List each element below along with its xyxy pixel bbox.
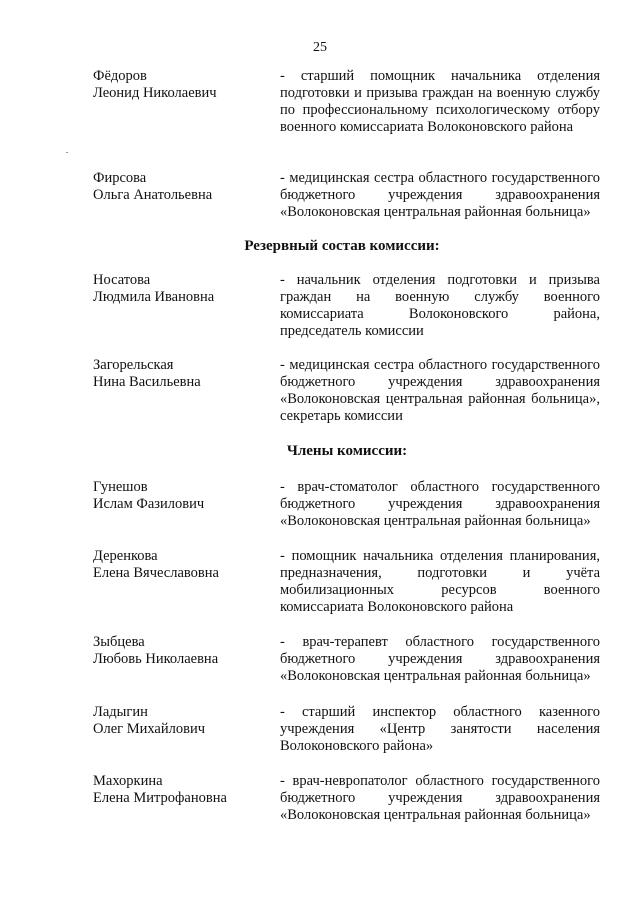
- given-names: Елена Вячеславовна: [93, 565, 219, 581]
- section-heading-members: Члены комиссии:: [286, 443, 408, 459]
- given-names: Олег Михайлович: [93, 721, 206, 737]
- person-role: - врач-терапевт областного государственного бюджетного учреждения здравоохранения «Волоконовская центральная районная больница»: [280, 634, 600, 684]
- given-names: Нина Васильевна: [93, 374, 201, 390]
- page-number: 25: [313, 40, 327, 55]
- given-names: Елена Митрофановна: [93, 790, 227, 806]
- person-role: - врач-стоматолог областного государственного бюджетного учреждения здравоохранения «Волоконовская центральная районная больница»: [280, 479, 600, 529]
- person-name: [93, 68, 273, 102]
- person-name: [93, 704, 273, 738]
- person-name: [93, 272, 273, 306]
- surname: Носатова: [93, 272, 151, 288]
- person-name: [93, 479, 273, 513]
- surname: Деренкова: [93, 548, 158, 564]
- section-heading-reserve: Резервный состав комиссии:: [244, 238, 440, 254]
- given-names: Любовь Николаевна: [93, 651, 219, 667]
- person-name: [93, 170, 273, 204]
- person-role: - медицинская сестра областного государственного бюджетного учреждения здравоохранения «Волоконовская центральная районная больница»: [280, 170, 600, 220]
- person-role: - помощник начальника отделения планирования, предназначения, подготовки и учёта мобилизационных ресурсов военного комиссариата Волоконовского района: [280, 548, 600, 615]
- given-names: Леонид Николаевич: [93, 85, 217, 101]
- surname: Зыбцева: [93, 634, 145, 650]
- person-role: - начальник отделения подготовки и призыва граждан на военную службу военного комиссариата Волоконовского района, председатель комиссии: [280, 272, 600, 339]
- surname: Махоркина: [93, 773, 163, 789]
- person-name: [93, 357, 273, 391]
- surname: Гунешов: [93, 479, 148, 495]
- given-names: Ольга Анатольевна: [93, 187, 213, 203]
- surname: Фирсова: [93, 170, 147, 186]
- given-names: Людмила Ивановна: [93, 289, 215, 305]
- margin-mark: [66, 152, 68, 153]
- person-name: [93, 634, 273, 668]
- surname: Загорельская: [93, 357, 174, 373]
- person-name: [93, 773, 273, 807]
- surname: Ладыгин: [93, 704, 148, 720]
- person-role: - врач-невропатолог областного государственного бюджетного учреждения здравоохранения «Волоконовская центральная районная больница»: [280, 773, 600, 823]
- given-names: Ислам Фазилович: [93, 496, 205, 512]
- person-name: [93, 548, 273, 582]
- surname: Фёдоров: [93, 68, 147, 84]
- person-role: - старший инспектор областного казенного учреждения «Центр занятости населения Волоконовского района»: [280, 704, 600, 754]
- person-role: - медицинская сестра областного государственного бюджетного учреждения здравоохранения «Волоконовская центральная районная больница», секретарь комиссии: [280, 357, 600, 424]
- person-role: - старший помощник начальника отделения подготовки и призыва граждан на военную службу по профессиональному психологическому отбору военного комиссариата Волоконовского района: [280, 68, 600, 135]
